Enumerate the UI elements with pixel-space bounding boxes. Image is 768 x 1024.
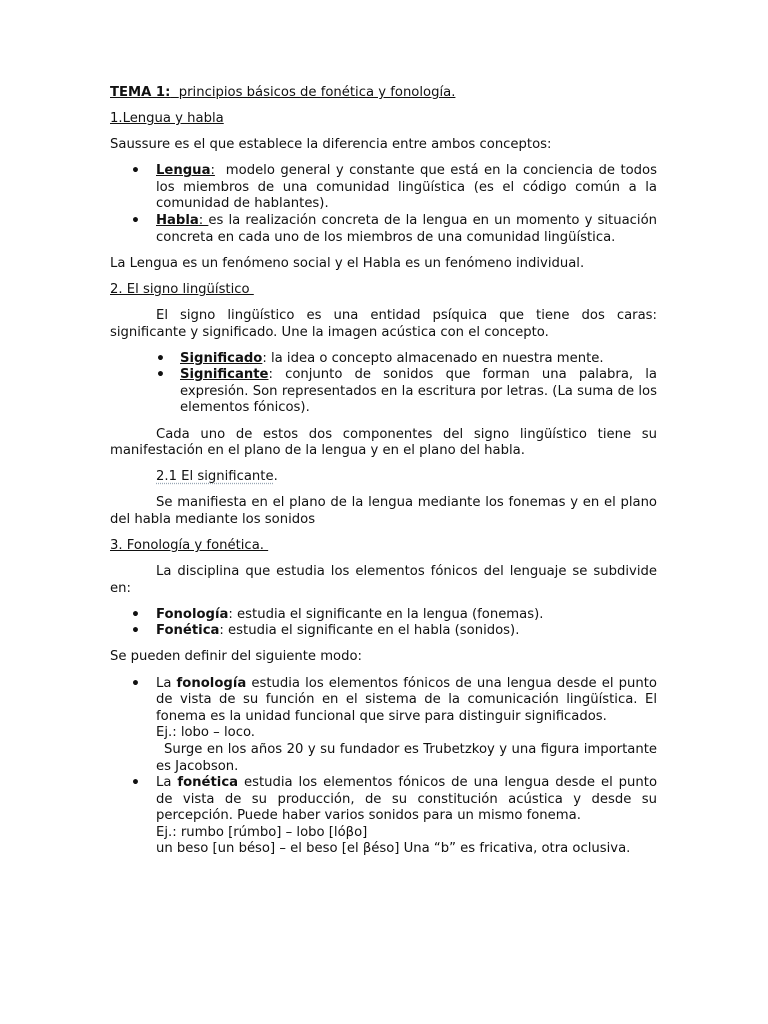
- section-1-heading: 1.Lengua y habla: [110, 111, 224, 127]
- document-body: [110, 85, 662, 858]
- note-fonologia: Surge en los años 20 y su fundador es Trubetzkoy y una figura importante es Jacobson.: [156, 741, 657, 774]
- section-1-conclusion: La Lengua es un fenómeno social y el Habla es un fenómeno individual.: [110, 255, 585, 271]
- term-fonologia: Fonología: [156, 606, 229, 622]
- definition-fonetica: • La fonética estudia los elementos fónicos de una lengua desde el punto de vista de su producción, de su constitución acústica y desde su percepción. Puede haber varios sonidos para un mismo fonema. Ej.: rumbo [rúmbo] – lobo [lóβo] un beso [un béso] – el beso [el βéso] Una “b” es fricativa, otra oclusiva.: [156, 775, 657, 858]
- section-2-paragraph-1: El signo lingüístico es una entidad psíquica que tiene dos caras: significante y significado. Une la imagen acústica con el concepto.: [110, 307, 657, 340]
- section-3-paragraph-2: Se pueden definir del siguiente modo:: [110, 649, 362, 665]
- term-habla: Habla: [156, 213, 199, 229]
- example-fonetica: Ej.: rumbo [rúmbo] – lobo [lóβo]: [156, 824, 368, 840]
- term-lengua: Lengua: [156, 163, 211, 179]
- term-significante: Significante: [180, 367, 269, 383]
- definitions-list: [110, 676, 657, 859]
- list-item-significante: • Significante: conjunto de sonidos que forman una palabra, la expresión. Son representados en la escritura por letras. (La suma de los elementos fónicos).: [180, 367, 657, 417]
- list-item-fonetica: • Fonética: estudia el significante en el habla (sonidos).: [156, 623, 657, 640]
- def-term-fonologia: fonología: [176, 675, 247, 691]
- subsection-2-1-heading: 2.1 El significante.: [156, 469, 278, 485]
- section-2-heading: 2. El signo lingüístico: [110, 281, 254, 297]
- definition-fonologia: • La fonología estudia los elementos fónicos de una lengua desde el punto de vista de su función en el sistema de la comunicación lingüística. El fonema es la unidad funcional que sirve para distinguir significados. Ej.: lobo – loco. Surge en los años 20 y su fundador es Trubetzkoy y una figura importante es Jacobson.: [156, 676, 657, 776]
- list-item-fonologia: • Fonología: estudia el significante en la lengua (fonemas).: [156, 607, 657, 624]
- term-significado: Significado: [180, 350, 263, 366]
- section-3-list: [110, 607, 657, 640]
- section-2-list: [110, 351, 657, 417]
- def-term-fonetica: fonética: [177, 775, 239, 791]
- section-3-paragraph-1: La disciplina que estudia los elementos fónicos del lenguaje se subdivide en:: [110, 564, 657, 596]
- tema-title: principios básicos de fonética y fonología.: [178, 85, 456, 100]
- document-title: [110, 85, 657, 102]
- list-item-significado: • Significado: la idea o concepto almacenado en nuestra mente.: [180, 351, 657, 368]
- list-item-habla: • Habla: es la realización concreta de la lengua en un momento y situación concreta en cada uno de los miembros de una comunidad lingüística.: [156, 213, 657, 246]
- section-3-heading: 3. Fonología y fonética.: [110, 537, 269, 553]
- term-fonetica: Fonética: [156, 623, 220, 639]
- section-1-list: [110, 163, 662, 246]
- note-fonetica: un beso [un béso] – el beso [el βéso] Una “b” es fricativa, otra oclusiva.: [156, 841, 631, 857]
- section-1-intro: Saussure es el que establece la diferencia entre ambos conceptos:: [110, 137, 552, 153]
- tema-label: TEMA 1:: [110, 85, 171, 100]
- example-fonologia: Ej.: lobo – loco.: [156, 725, 255, 741]
- subsection-2-1-paragraph: Se manifiesta en el plano de la lengua mediante los fonemas y en el plano del habla mediante los sonidos: [110, 495, 657, 527]
- section-2-paragraph-2: Cada uno de estos dos componentes del signo lingüístico tiene su manifestación en el plano de la lengua y en el plano del habla.: [110, 426, 657, 459]
- list-item-lengua: • Lengua: modelo general y constante que está en la conciencia de todos los miembros de una comunidad lingüística (es el código común a la comunidad de hablantes).: [156, 163, 657, 213]
